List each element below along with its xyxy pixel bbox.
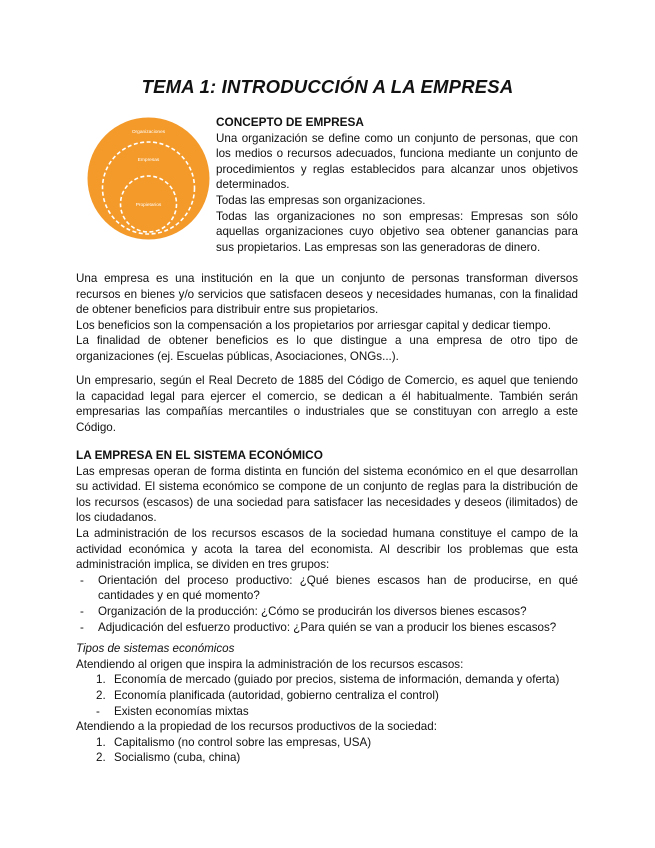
concept-paragraph-2: Todas las empresas son organizaciones.	[216, 193, 426, 207]
origen-intro: Atendiendo al origen que inspira la administración de los recursos escasos:	[76, 657, 464, 671]
concept-section	[216, 115, 578, 255]
list-item	[76, 688, 578, 704]
list-marker: 2.	[96, 688, 106, 702]
companies-label: Empresas	[137, 158, 160, 163]
list-item-text: Capitalismo (no control sobre las empresas, USA)	[114, 735, 372, 749]
problems-list	[76, 573, 578, 635]
list-item	[76, 604, 578, 620]
origen-list	[76, 672, 578, 719]
owners-label: Propietarios	[135, 203, 162, 208]
tipos-title: Tipos de sistemas económicos	[76, 642, 235, 656]
intro-section	[76, 271, 578, 365]
organizations-diagram	[86, 116, 211, 241]
intro-paragraph-2: Los beneficios son la compensación a los propietarios por arriesgar capital y dedicar tiempo.	[76, 318, 551, 332]
sistema-paragraph-2: La administración de los recursos escasos de la sociedad humana constituye el campo de la actividad económica y acota la tarea del economista. Al describir los problemas que esta administración implica, se dividen en tres grupos:	[76, 526, 578, 572]
list-marker: 2.	[96, 751, 106, 765]
empresario-section	[76, 373, 578, 435]
list-item	[76, 750, 578, 766]
concept-paragraph-1: Una organización se define como un conjunto de personas, que con los medios o recursos adecuados, funciona mediante un conjunto de procedimientos y reglas establecidos para alcanzar unos objetivos determinados.	[216, 131, 578, 192]
list-item-text: Socialismo (cuba, china)	[114, 751, 241, 765]
list-item	[76, 735, 578, 751]
list-item-text: Existen economías mixtas	[114, 704, 249, 718]
intro-paragraph-3: La finalidad de obtener beneficios es lo que distingue a una empresa de otro tipo de organizaciones (ej. Escuelas públicas, Asociaciones, ONGs...).	[76, 334, 578, 363]
list-item-text: Economía planificada (autoridad, gobierno centraliza el control)	[114, 688, 439, 702]
dash-bullet: -	[80, 620, 84, 634]
list-marker: -	[96, 704, 100, 718]
dash-bullet: -	[80, 573, 84, 587]
list-item	[76, 704, 578, 720]
list-item-text: Adjudicación del esfuerzo productivo: ¿Para quién se van a producir los bienes escasos?	[98, 620, 557, 634]
list-item-text: Orientación del proceso productivo: ¿Qué bienes escasos han de producirse, en qué cantidades y en qué momento?	[98, 573, 578, 603]
sistema-paragraph-1: Las empresas operan de forma distinta en función del sistema económico en el que desarrollan su actividad. El sistema económico se compone de un conjunto de reglas para la distribución de los recursos (escasos) de una sociedad para satisfacer las necesidades y deseos (ilimitados) de los ciudadanos.	[76, 464, 578, 525]
sistema-section	[76, 448, 578, 766]
propiedad-list	[76, 735, 578, 766]
list-item-text: Economía de mercado (guiado por precios, sistema de información, demanda y oferta)	[114, 673, 560, 687]
empresario-paragraph: Un empresario, según el Real Decreto de 1885 del Código de Comercio, es aquel que teniendo la capacidad legal para ejercer el comercio, se dedican a él habitualmente. También serán empresarias las compañías mercantiles o industriales que se constituyan con arreglo a este Código.	[76, 374, 578, 434]
list-item-text: Organización de la producción: ¿Cómo se producirán los diversos bienes escasos?	[98, 604, 527, 618]
sistema-heading: LA EMPRESA EN EL SISTEMA ECONÓMICO	[76, 448, 323, 462]
organizations-circle	[88, 118, 210, 240]
organizations-label: Organizaciones	[131, 130, 166, 135]
list-item	[76, 620, 578, 636]
dash-bullet: -	[80, 604, 84, 618]
concept-heading: CONCEPTO DE EMPRESA	[216, 115, 364, 129]
page-title: TEMA 1: INTRODUCCIÓN A LA EMPRESA	[141, 76, 514, 97]
concept-paragraph-3: Todas las organizaciones no son empresas: Empresas son sólo aquellas organizaciones cuyo objetivo sea obtener ganancias para sus propietarios. Las empresas son las generadoras de dinero.	[216, 209, 578, 254]
intro-paragraph-1: Una empresa es una institución en la que un conjunto de personas transforman diversos recursos en bienes y/o servicios que satisfacen deseos y necesidades humanas, con la finalidad de obtener beneficios para distribuir entre sus propietarios.	[76, 272, 578, 317]
propiedad-intro: Atendiendo a la propiedad de los recursos productivos de la sociedad:	[76, 720, 437, 734]
list-marker: 1.	[96, 673, 106, 687]
list-item	[76, 573, 578, 604]
list-marker: 1.	[96, 735, 106, 749]
list-item	[76, 672, 578, 688]
